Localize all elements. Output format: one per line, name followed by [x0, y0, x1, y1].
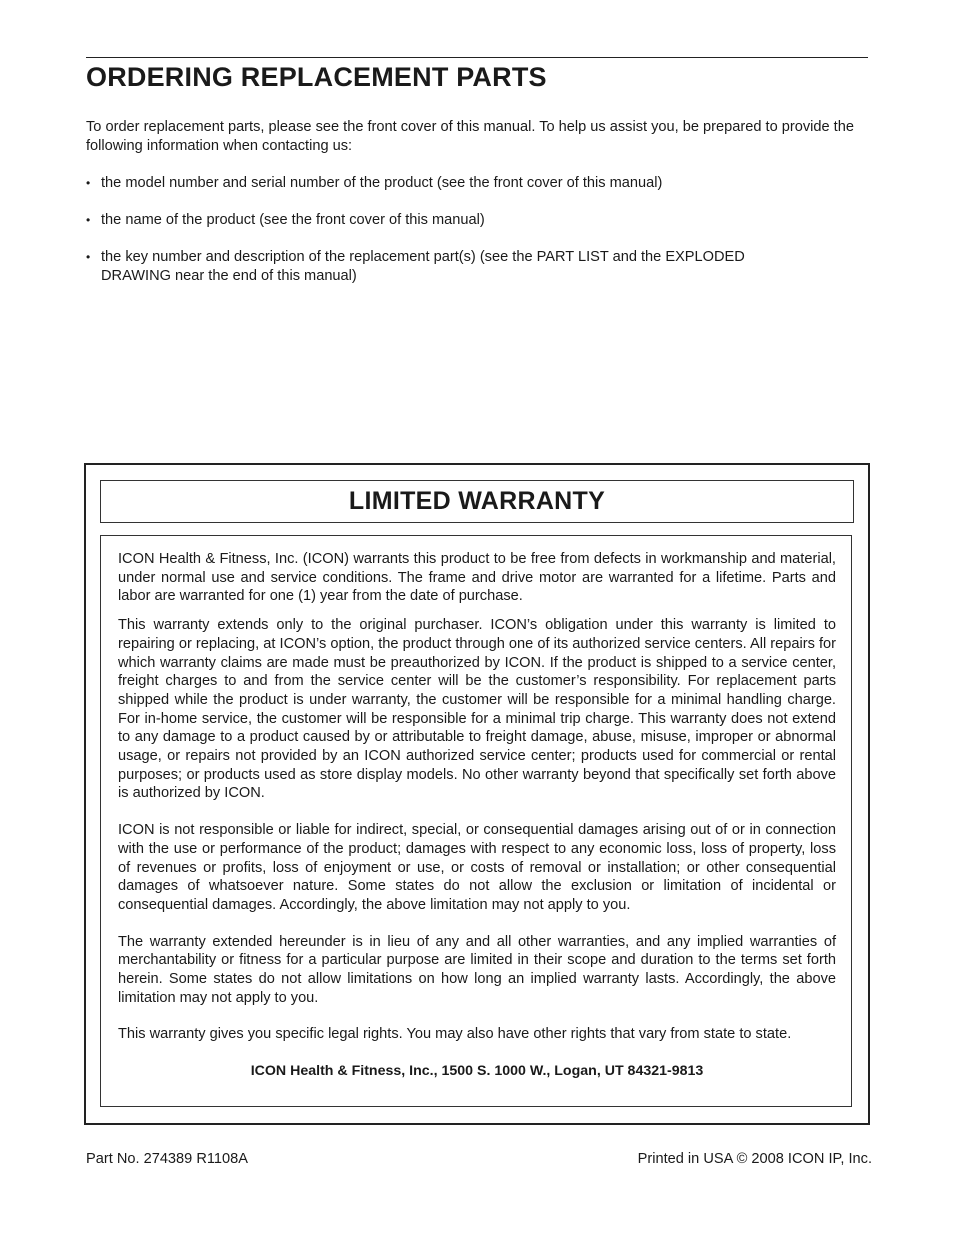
ordering-title: ORDERING REPLACEMENT PARTS: [86, 62, 547, 92]
bullet-icon: •: [86, 176, 91, 190]
warranty-paragraph: This warranty extends only to the original purchaser. ICON’s obligation under this warranty is limited to repairing or replacing, at ICON’s option, the product through one of its authorized service centers. All repairs for which warranty claims are made must be preauthorized by ICON. If the product is shipped to a service center, freight charges to and from the service center will be the customer’s responsibility. For replacement parts shipped while the product is under warranty, the customer will be responsible for a minimal handling charge. For in-home service, the customer will be responsible for a minimal trip charge. This warranty does not extend to any damage to a product caused by or attributable to freight damage, abuse, misuse, improper or abnormal usage, or repairs not provided by an ICON authorized service center; products used for commercial or rental purposes; or products used as store display models. No other warranty beyond that specifically set forth above is authorized by ICON.: [118, 617, 836, 802]
printed-notice: Printed in USA © 2008 ICON IP, Inc.: [637, 1151, 872, 1167]
list-item: [86, 174, 806, 193]
company-address: ICON Health & Fitness, Inc., 1500 S. 1000 W., Logan, UT 84321-9813: [250, 1063, 704, 1080]
bullet-icon: •: [86, 213, 91, 227]
list-item: [86, 248, 806, 286]
warranty-paragraph: This warranty gives you specific legal rights. You may also have other rights that vary from state to state.: [118, 1026, 792, 1043]
bullet-text: the key number and description of the replacement part(s) (see the PART LIST and the EXPLODED DRAWING near the end of this manual): [101, 249, 745, 284]
warranty-title: LIMITED WARRANTY: [348, 487, 606, 515]
warranty-frame: [84, 463, 870, 1125]
warranty-paragraph: ICON is not responsible or liable for indirect, special, or consequential damages arising out of or in connection with the use or performance of the product; damages with respect to any economic loss, loss of property, loss of revenues or profits, loss of enjoyment or use, or costs of removal or installation; or other consequential damages of whatsoever nature. Some states do not allow the exclusion or limitation of incidental or consequential damages. Accordingly, the above limitation may not apply to you.: [118, 822, 836, 913]
warranty-title-box: [100, 480, 854, 523]
part-number: Part No. 274389 R1108A: [86, 1151, 248, 1167]
list-item: [86, 211, 806, 230]
warranty-paragraph: ICON Health & Fitness, Inc. (ICON) warrants this product to be free from defects in workmanship and material, under normal use and service conditions. The frame and drive motor are warranted for a lifetime. Parts and labor are warranted for one (1) year from the date of purchase.: [118, 551, 836, 605]
bullet-text: the model number and serial number of the product (see the front cover of this manual): [101, 175, 663, 191]
warranty-body: [100, 535, 852, 1107]
ordering-intro: To order replacement parts, please see the front cover of this manual. To help us assist you, be prepared to provide the following information when contacting us:: [86, 119, 854, 154]
warranty-paragraph: The warranty extended hereunder is in lieu of any and all other warranties, and any implied warranties of merchantability or fitness for a particular purpose are limited in their scope and duration to the terms set forth herein. Some states do not allow limitations on how long an implied warranty lasts. Accordingly, the above limitation may not apply to you.: [118, 933, 836, 1006]
ordering-bullet-list: [86, 174, 806, 304]
bullet-icon: •: [86, 250, 91, 264]
top-divider: [86, 57, 868, 58]
bullet-text: the name of the product (see the front cover of this manual): [101, 212, 485, 228]
